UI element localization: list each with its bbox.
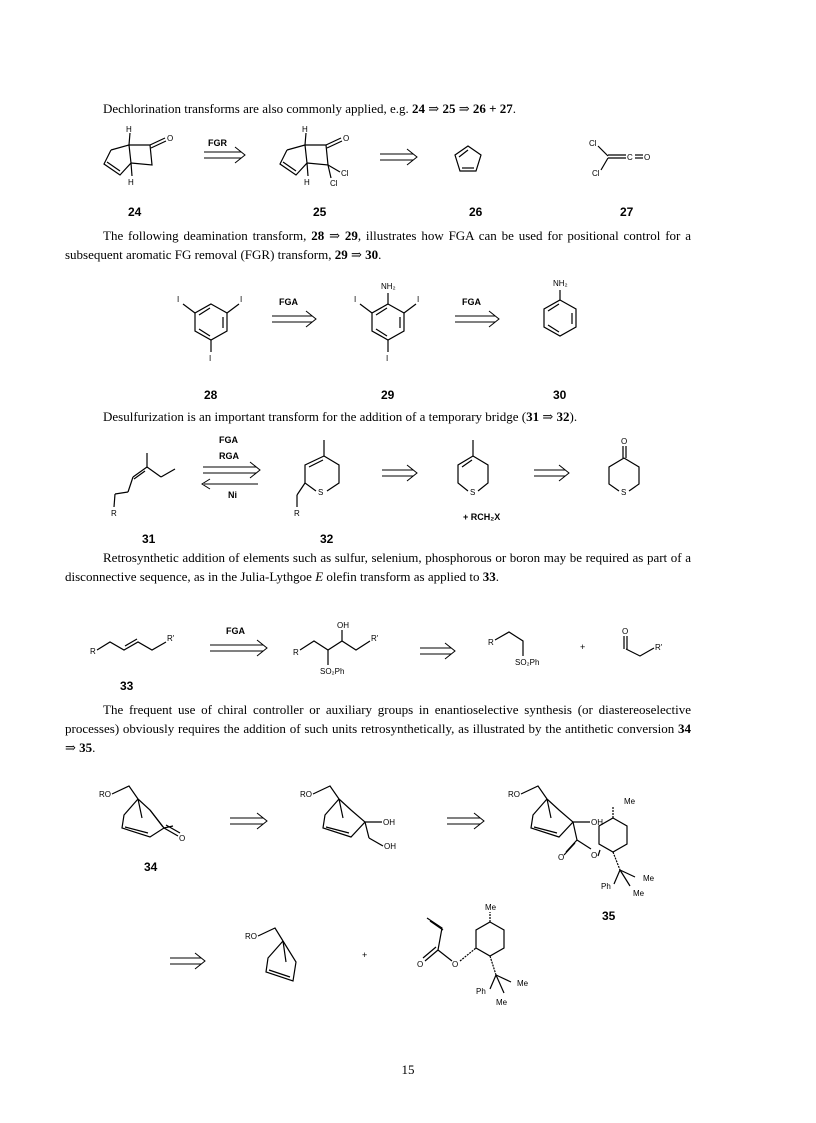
label-26: 26 [469,205,483,219]
svg-text:RGA: RGA [219,451,239,461]
svg-text:FGA: FGA [462,297,481,307]
label-28: 28 [204,388,218,402]
svg-text:RO: RO [300,790,312,799]
svg-text:RO: RO [508,790,520,799]
svg-text:H: H [126,125,132,134]
retro-arrow [170,953,205,969]
svg-text:R: R [111,509,117,518]
diol-structure [300,786,396,851]
label-35: 35 [602,909,616,923]
svg-text:Me: Me [624,797,636,806]
svg-text:O: O [452,960,459,969]
retro-arrow [447,813,484,829]
svg-text:O: O [621,437,628,446]
label-29: 29 [381,388,395,402]
svg-text:SO₂Ph: SO₂Ph [320,667,345,676]
svg-text:RO: RO [245,932,257,941]
svg-text:Ph: Ph [476,987,486,996]
svg-text:Me: Me [517,979,529,988]
svg-text:I: I [177,295,180,304]
svg-text:O: O [644,153,651,162]
svg-text:I: I [417,295,420,304]
compound-34-structure [99,786,185,843]
paragraph-dechlorination: Dechlorination transforms are also commonly applied, e.g. 24 ⇒ 25 ⇒ 26 + 27. [103,101,517,116]
label-32: 32 [320,532,334,546]
svg-text:R: R [90,647,96,656]
svg-text:FGA: FGA [219,435,238,445]
svg-text:I: I [209,354,212,363]
svg-text:I: I [354,295,357,304]
svg-text:Cl: Cl [589,139,597,148]
svg-text:RO: RO [99,790,111,799]
reagent-rch2x: + RCH₂X [463,512,501,522]
svg-text:Me: Me [633,889,645,898]
svg-text:Cl: Cl [592,169,600,178]
svg-text:Ni: Ni [228,490,237,500]
svg-text:Ph: Ph [601,882,611,891]
svg-text:Me: Me [643,874,655,883]
plus-sign: + [362,950,368,960]
acrylate-auxiliary-structure [417,903,529,1007]
svg-text:H: H [302,125,308,134]
svg-text:SO₂Ph: SO₂Ph [515,658,540,667]
svg-text:S: S [318,488,324,497]
plus-sign: + [580,642,586,652]
paragraph-desulfurization: Desulfurization is an important transform for the addition of a temporary bridge (31 ⇒ 32). [103,409,578,424]
svg-text:Me: Me [496,998,508,1007]
svg-text:I: I [240,295,243,304]
svg-text:O: O [558,853,565,862]
label-30: 30 [553,388,567,402]
svg-text:R': R' [655,643,663,652]
label-33: 33 [120,679,134,693]
svg-text:S: S [621,488,627,497]
paragraph-julia-lythgoe: Retrosynthetic addition of elements such as sulfur, selenium, phosphorous or boron may be required as part of a disconnective sequence, as in the Julia-Lythgoe E olefin transform as applied to 33. [65,550,691,584]
svg-text:OH: OH [591,818,603,827]
svg-text:NH₂: NH₂ [381,282,396,291]
svg-text:OH: OH [384,842,396,851]
compound-35-structure [508,786,655,898]
svg-text:O: O [622,627,629,636]
svg-text:NH₂: NH₂ [553,279,568,288]
svg-text:S: S [470,488,476,497]
svg-text:R: R [293,648,299,657]
svg-text:Cl: Cl [330,179,338,188]
svg-text:R': R' [371,634,379,643]
svg-text:FGA: FGA [279,297,298,307]
label-31: 31 [142,532,156,546]
svg-text:C: C [627,153,633,162]
svg-text:H: H [128,178,134,187]
paragraph-deamination: The following deamination transform, 28 ⇒ 29, illustrates how FGA can be used for positional control for a subsequent aromatic FG removal (FGR) transform, 29 ⇒ 30. [65,228,691,262]
label-25: 25 [313,205,327,219]
svg-text:O: O [179,834,186,843]
svg-text:R: R [488,638,494,647]
label-27: 27 [620,205,634,219]
svg-text:OH: OH [337,621,349,630]
retro-arrow [230,813,267,829]
bicyclic-alkene-structure [245,928,296,981]
svg-text:Cl: Cl [341,169,349,178]
svg-text:R': R' [167,634,175,643]
label-34: 34 [144,860,158,874]
page-number: 15 [401,1062,415,1077]
svg-text:H: H [304,178,310,187]
svg-text:Me: Me [485,903,497,912]
paragraph-chiral-auxiliary: The frequent use of chiral controller or auxiliary groups in enantioselective synthesis (or diastereoselective processes) obviously requires the addition of such units retrosynthetically, as illustrated by the antithetic conversion 34 ⇒ 35. [65,702,691,755]
svg-text:OH: OH [383,818,395,827]
svg-text:I: I [386,354,389,363]
svg-text:O: O [343,134,350,143]
svg-text:FGA: FGA [226,626,245,636]
svg-text:O: O [167,134,174,143]
svg-text:FGR: FGR [208,138,227,148]
svg-text:R: R [294,509,300,518]
svg-text:O: O [591,851,598,860]
svg-text:O: O [417,960,424,969]
label-24: 24 [128,205,142,219]
